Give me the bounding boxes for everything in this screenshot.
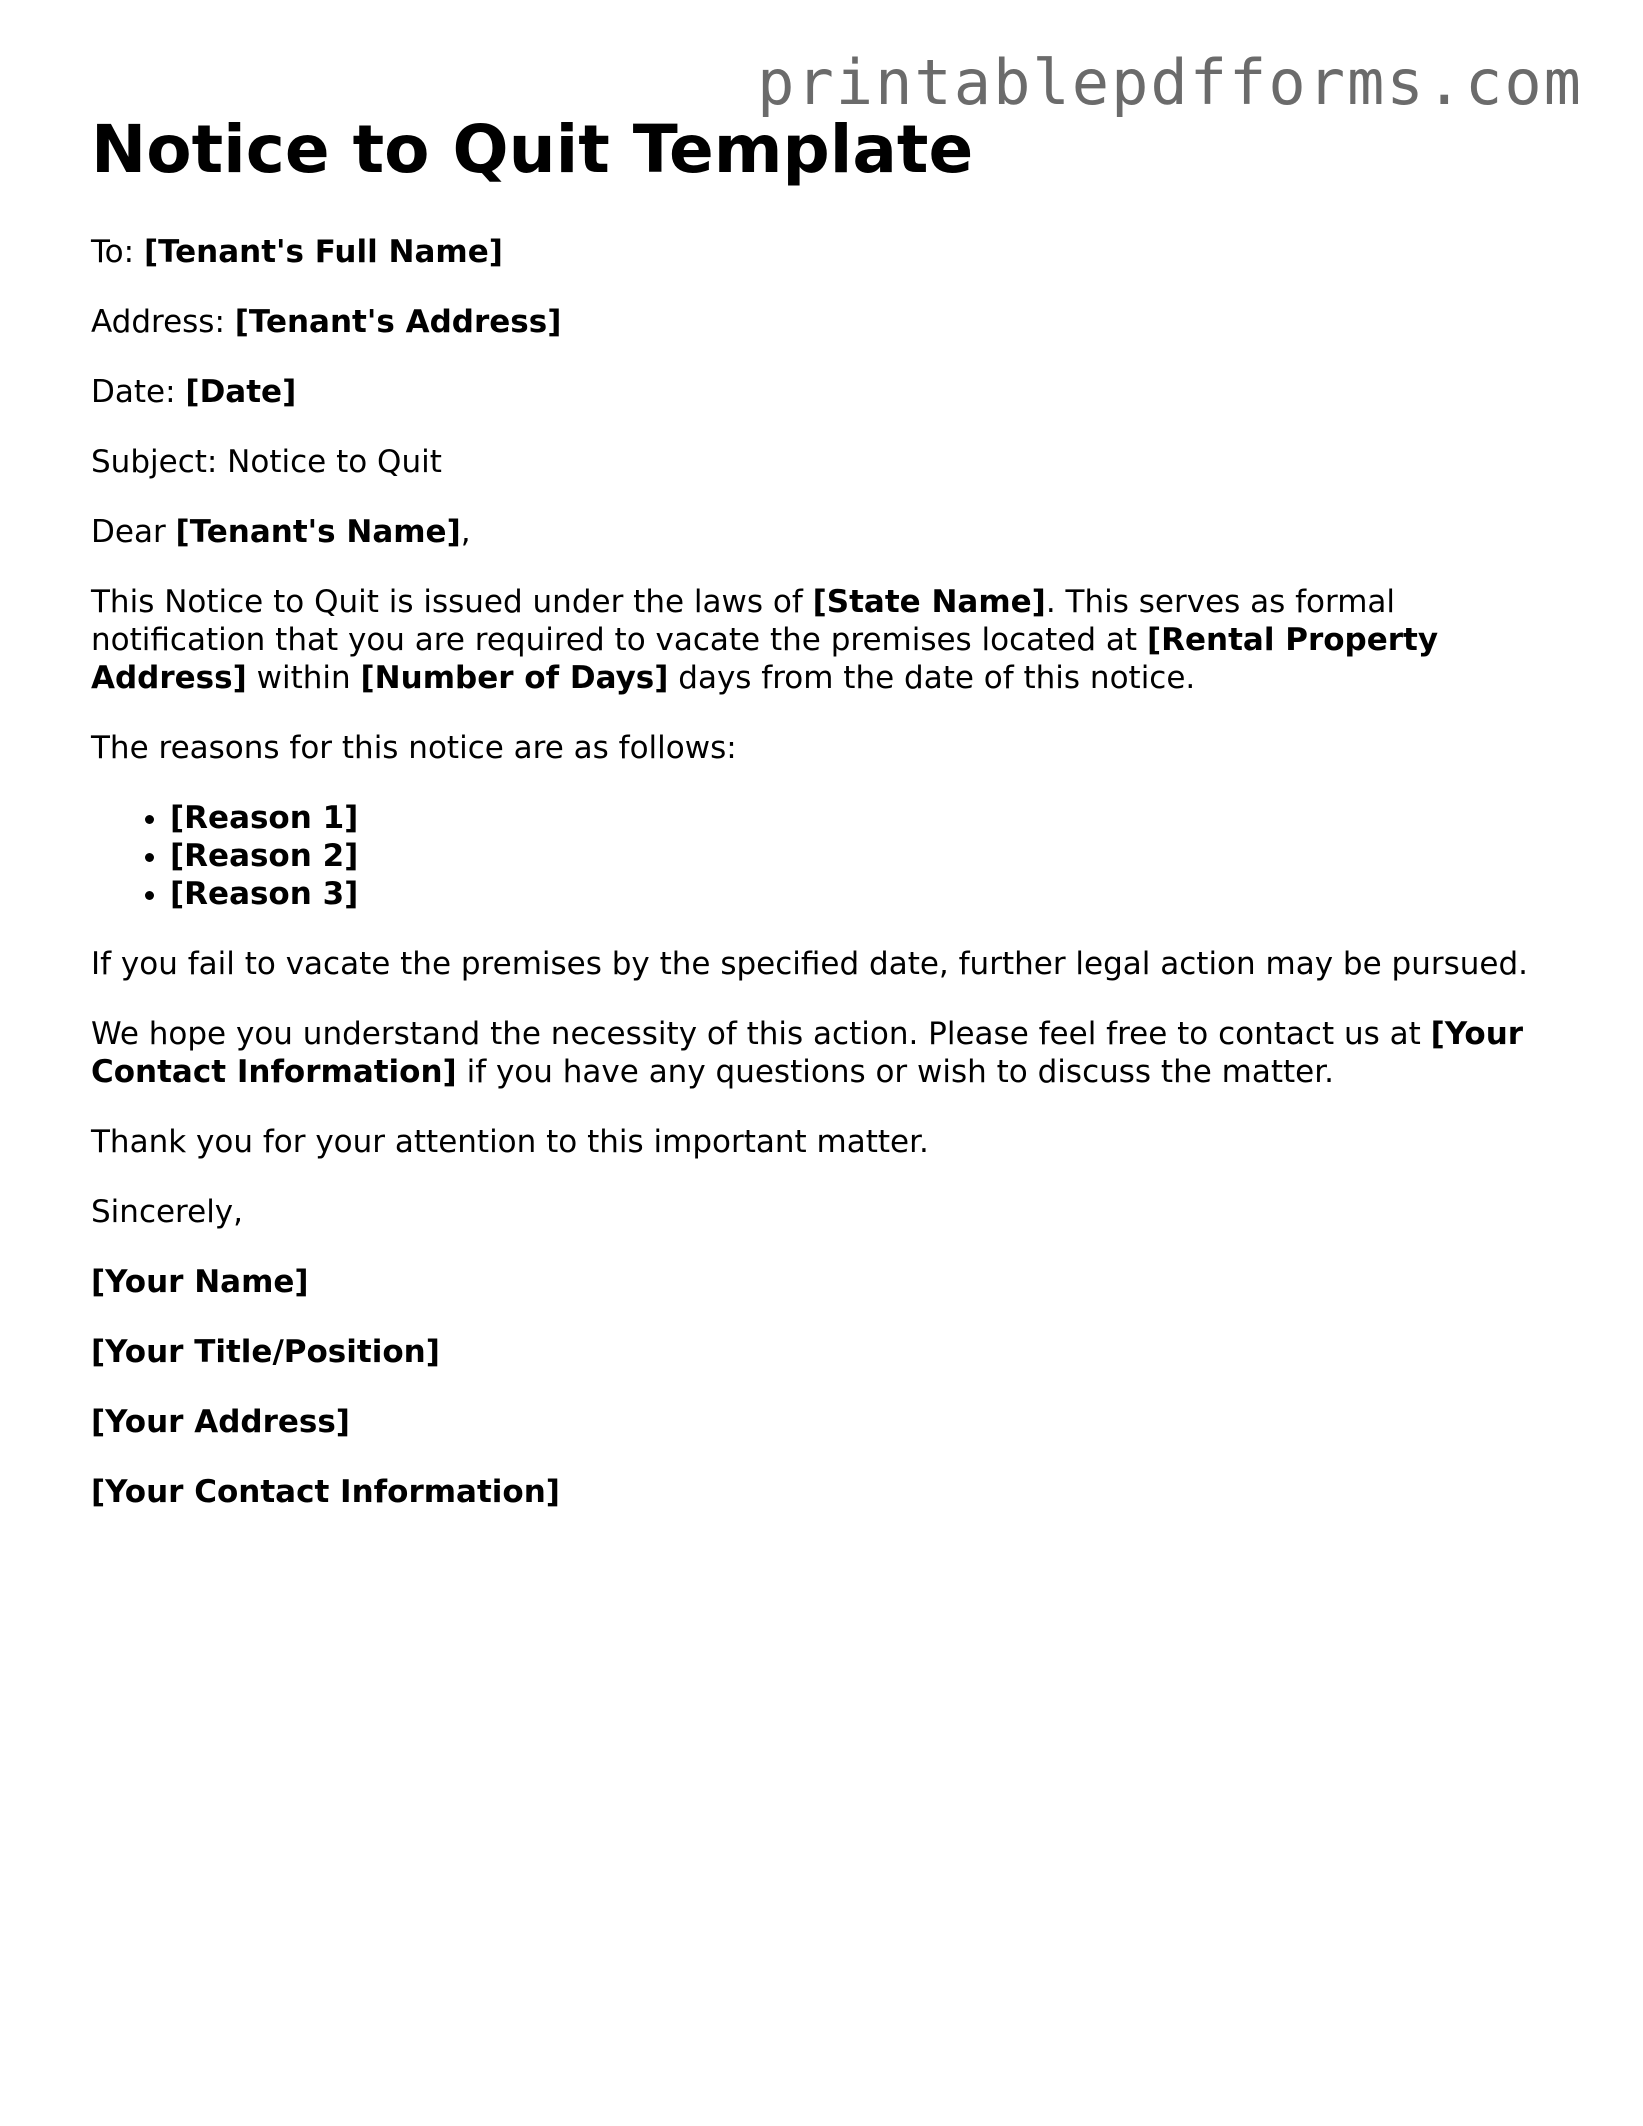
intro-text-1: This Notice to Quit is issued under the laws of	[91, 584, 803, 621]
warning-paragraph: If you fail to vacate the premises by the specified date, further legal action may be pursued.	[91, 946, 1528, 983]
tenant-full-name: [Tenant's Full Name]	[143, 234, 503, 271]
signature-name-value: [Your Name]	[91, 1264, 309, 1301]
number-of-days: [Number of Days]	[360, 660, 669, 697]
greeting	[91, 513, 1551, 551]
contact-information: [Your Contact Information]	[91, 1016, 1524, 1091]
greeting-suffix: ,	[460, 514, 471, 551]
intro-text-2: . This serves as formal notification that you are required to vacate the premises located at	[91, 584, 1396, 659]
signature-name	[91, 1263, 1551, 1301]
intro-text-4: days from the date of this notice.	[678, 660, 1196, 697]
tenant-name: [Tenant's Name]	[175, 514, 461, 551]
tenant-address: [Tenant's Address]	[234, 304, 562, 341]
address-label: Address:	[91, 304, 225, 341]
greeting-prefix: Dear	[91, 514, 166, 551]
signature-address-value: [Your Address]	[91, 1404, 350, 1441]
reasons-intro: The reasons for this notice are as follows:	[91, 730, 737, 767]
document-page	[91, 110, 1551, 1543]
address-line	[91, 303, 1551, 341]
signature-title	[91, 1333, 1551, 1371]
subject-line: Subject: Notice to Quit	[91, 444, 442, 481]
reason-item: • [Reason 1]	[170, 799, 1551, 837]
signature-contact-value: [Your Contact Information]	[91, 1474, 560, 1511]
signature-address	[91, 1403, 1551, 1441]
contact-text-2: if you have any questions or wish to discuss the matter.	[466, 1054, 1334, 1091]
intro-paragraph	[91, 583, 1551, 697]
date-value: [Date]	[185, 374, 297, 411]
contact-text-1: We hope you understand the necessity of this action. Please feel free to contact us at	[91, 1016, 1421, 1053]
contact-paragraph	[91, 1015, 1551, 1091]
reason-item: • [Reason 2]	[170, 837, 1551, 875]
date-label: Date:	[91, 374, 176, 411]
closing: Sincerely,	[91, 1194, 244, 1231]
to-label: To:	[91, 234, 135, 271]
intro-text-3: within	[256, 660, 351, 697]
to-line	[91, 233, 1551, 271]
signature-title-value: [Your Title/Position]	[91, 1334, 440, 1371]
watermark: printablepdfforms.com	[757, 46, 1583, 119]
reasons-list	[91, 799, 1551, 913]
signature-contact	[91, 1473, 1551, 1511]
date-line	[91, 373, 1551, 411]
state-name: [State Name]	[812, 584, 1046, 621]
reason-item: • [Reason 3]	[170, 875, 1551, 913]
rental-property-address: [Rental Property Address]	[91, 622, 1439, 697]
document-title: Notice to Quit Template	[91, 111, 974, 188]
thanks-paragraph: Thank you for your attention to this important matter.	[91, 1124, 929, 1161]
